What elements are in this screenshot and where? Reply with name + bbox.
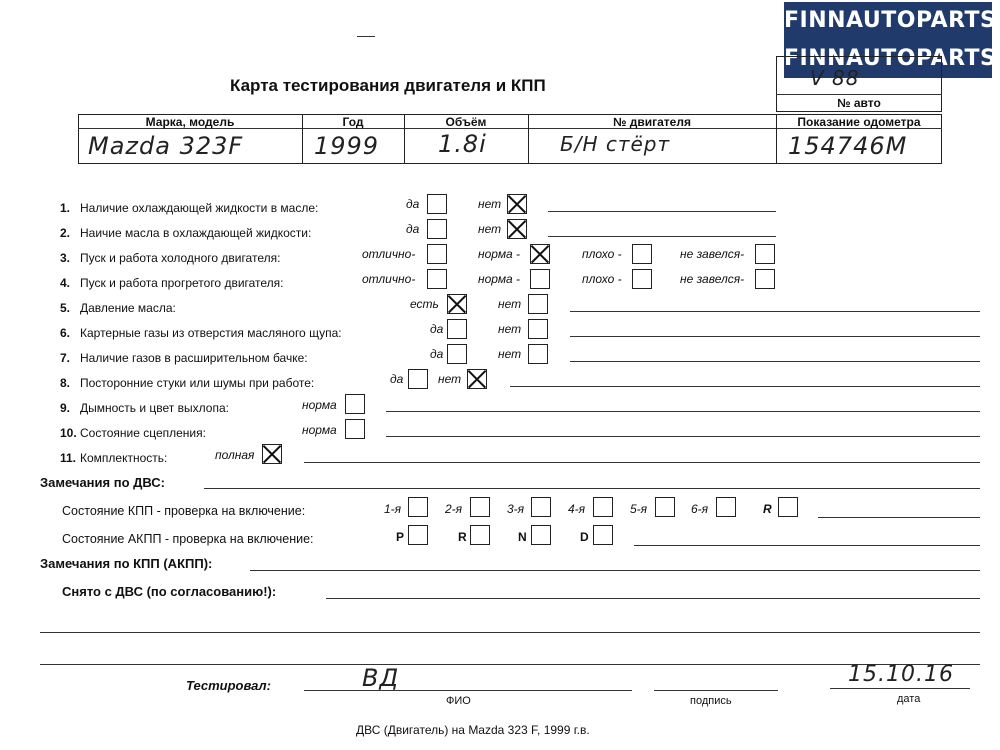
item-1-option-no-label: нет: [478, 197, 502, 211]
date-label: дата: [897, 693, 921, 705]
item-10-number: 10.: [60, 426, 77, 440]
item-9-note-line[interactable]: [386, 411, 980, 412]
item-8-number: 8.: [60, 376, 71, 390]
item-7-option-no-label: нет: [498, 347, 522, 361]
kpp-gear-1-checkbox[interactable]: [408, 497, 428, 517]
auto-number-value: V 88: [810, 66, 860, 90]
item-4-option-excellent-label: отлично-: [362, 272, 416, 286]
item-4-label: Пуск и работа прогретого двигателя:: [80, 276, 284, 290]
item-9-number: 9.: [60, 401, 71, 415]
item-3-option-nostart-label: не завелся-: [680, 247, 745, 261]
removed-line-3[interactable]: [40, 664, 980, 665]
item-7-number: 7.: [60, 351, 71, 365]
make-value: Mazda 323F: [88, 132, 244, 160]
item-3-option-normal-label: норма -: [478, 247, 521, 261]
item-4-nostart-checkbox[interactable]: [755, 269, 775, 289]
kpp-state-note-line[interactable]: [818, 517, 980, 518]
item-5-label: Давление масла:: [80, 301, 176, 315]
item-8-option-yes-label: да: [390, 372, 404, 386]
year-value: 1999: [314, 132, 380, 160]
item-10-label: Состояние сцепления:: [80, 426, 206, 440]
tested-by-signature: ВД: [362, 664, 400, 692]
item-2-label: Наичие масла в охлаждающей жидкости:: [80, 226, 312, 240]
item-10-normal-checkbox[interactable]: [345, 419, 365, 439]
sign-label: подпись: [690, 695, 732, 707]
odometer-label: Показание одометра: [797, 115, 921, 129]
item-3-option-bad-label: плохо -: [582, 247, 622, 261]
kpp-gear-5-label: 5-я: [630, 502, 648, 516]
akpp-mode-r-checkbox[interactable]: [470, 525, 490, 545]
kpp-gear-2-label: 2-я: [445, 502, 463, 516]
item-8-label: Посторонние стуки или шумы при работе:: [80, 376, 315, 390]
kpp-state-label: Состояние КПП - проверка на включение:: [62, 504, 306, 518]
item-3-label: Пуск и работа холодного двигателя:: [80, 251, 281, 265]
akpp-mode-n-checkbox[interactable]: [531, 525, 551, 545]
item-11-label: Комплектность:: [80, 451, 168, 465]
item-1-yes-checkbox[interactable]: [427, 194, 447, 214]
item-6-no-checkbox[interactable]: [528, 319, 548, 339]
kpp-gear-4-label: 4-я: [568, 502, 586, 516]
item-4-option-nostart-label: не завелся-: [680, 272, 745, 286]
volume-value: 1.8i: [438, 130, 487, 158]
fio-line[interactable]: [304, 690, 632, 691]
akpp-mode-r-label: R: [458, 530, 467, 544]
kpp-gear-r-label: R: [763, 502, 772, 516]
kpp-notes-line[interactable]: [250, 570, 980, 571]
kpp-gear-5-checkbox[interactable]: [655, 497, 675, 517]
item-3-bad-checkbox[interactable]: [632, 244, 652, 264]
item-9-option-normal-label: норма: [302, 398, 337, 412]
item-2-no-checkbox[interactable]: [507, 219, 527, 239]
tested-by-label: Тестировал:: [186, 678, 271, 693]
year-label: Год: [342, 115, 364, 129]
item-2-option-yes-label: да: [406, 222, 420, 236]
top-dash: [357, 36, 375, 37]
date-line[interactable]: [830, 688, 970, 689]
item-10-note-line[interactable]: [386, 436, 980, 437]
kpp-notes-label: Замечания по КПП (АКПП):: [40, 556, 213, 571]
make-label: Марка, модель: [145, 115, 235, 129]
item-4-option-bad-label: плохо -: [582, 272, 622, 286]
removed-label: Снято с ДВС (по согласованию!):: [62, 584, 277, 599]
item-11-option-full-label: полная: [215, 448, 255, 462]
engine-number-label: № двигателя: [613, 115, 691, 129]
item-8-note-line[interactable]: [510, 386, 980, 387]
engine-notes-line[interactable]: [204, 488, 980, 489]
item-4-option-normal-label: норма -: [478, 272, 521, 286]
engine-number-value: Б/Н стёрт: [560, 132, 671, 156]
item-7-option-yes-label: да: [430, 347, 444, 361]
auto-number-divider: [776, 94, 942, 95]
akpp-state-label: Состояние АКПП - проверка на включение:: [62, 532, 314, 546]
page-title: Карта тестирования двигателя и КПП: [230, 76, 546, 95]
item-8-option-no-label: нет: [438, 372, 462, 386]
removed-line-1[interactable]: [326, 598, 980, 599]
watermark-logo-top: FINNAUTOPARTS: [784, 2, 992, 40]
akpp-mode-d-label: D: [580, 530, 589, 544]
date-value: 15.10.16: [848, 662, 954, 687]
odometer-value: 154746M: [788, 132, 908, 160]
item-5-note-line[interactable]: [570, 311, 980, 312]
item-3-excellent-checkbox[interactable]: [427, 244, 447, 264]
kpp-gear-4-checkbox[interactable]: [593, 497, 613, 517]
item-8-yes-checkbox[interactable]: [408, 369, 428, 389]
akpp-state-note-line[interactable]: [634, 545, 980, 546]
item-2-number: 2.: [60, 226, 71, 240]
item-5-yes-checkbox[interactable]: [447, 294, 467, 314]
kpp-gear-1-label: 1-я: [384, 502, 402, 516]
item-6-note-line[interactable]: [570, 336, 980, 337]
akpp-mode-n-label: N: [518, 530, 527, 544]
removed-line-2[interactable]: [40, 632, 980, 633]
akpp-mode-p-label: P: [396, 530, 405, 544]
kpp-gear-3-checkbox[interactable]: [531, 497, 551, 517]
kpp-gear-3-label: 3-я: [507, 502, 525, 516]
item-11-note-line[interactable]: [304, 462, 980, 463]
watermark-logo-bottom: FINNAUTOPARTS: [784, 40, 992, 78]
akpp-mode-p-checkbox[interactable]: [408, 525, 428, 545]
item-4-normal-checkbox[interactable]: [530, 269, 550, 289]
auto-number-label: № авто: [837, 96, 881, 110]
item-4-bad-checkbox[interactable]: [632, 269, 652, 289]
fio-label: ФИО: [446, 695, 471, 707]
item-2-yes-checkbox[interactable]: [427, 219, 447, 239]
volume-label: Объём: [445, 115, 487, 129]
item-7-yes-checkbox[interactable]: [447, 344, 467, 364]
item-2-note-line[interactable]: [548, 236, 776, 237]
engine-notes-label: Замечания по ДВС:: [40, 475, 165, 490]
item-7-no-checkbox[interactable]: [528, 344, 548, 364]
item-3-number: 3.: [60, 251, 71, 265]
item-5-number: 5.: [60, 301, 71, 315]
item-2-option-no-label: нет: [478, 222, 502, 236]
item-10-option-normal-label: норма: [302, 423, 337, 437]
item-7-label: Наличие газов в расширительном бачке:: [80, 351, 308, 365]
item-1-note-line[interactable]: [548, 211, 776, 212]
item-3-normal-checkbox[interactable]: [530, 244, 550, 264]
item-9-label: Дымность и цвет выхлопа:: [80, 401, 229, 415]
item-6-option-no-label: нет: [498, 322, 522, 336]
item-5-no-checkbox[interactable]: [528, 294, 548, 314]
item-11-full-checkbox[interactable]: [262, 444, 282, 464]
akpp-mode-d-checkbox[interactable]: [593, 525, 613, 545]
kpp-gear-2-checkbox[interactable]: [470, 497, 490, 517]
item-7-note-line[interactable]: [570, 361, 980, 362]
item-5-option-no-label: нет: [498, 297, 522, 311]
item-1-no-checkbox[interactable]: [507, 194, 527, 214]
item-4-excellent-checkbox[interactable]: [427, 269, 447, 289]
item-3-option-excellent-label: отлично-: [362, 247, 416, 261]
image-caption: ДВС (Двигатель) на Mazda 323 F, 1999 г.в.: [356, 723, 590, 737]
item-6-number: 6.: [60, 326, 71, 340]
item-9-normal-checkbox[interactable]: [345, 394, 365, 414]
kpp-gear-r-checkbox[interactable]: [778, 497, 798, 517]
item-5-option-yes-label: есть: [410, 297, 439, 311]
item-4-number: 4.: [60, 276, 71, 290]
item-1-option-yes-label: да: [406, 197, 420, 211]
item-6-yes-checkbox[interactable]: [447, 319, 467, 339]
kpp-gear-6-checkbox[interactable]: [716, 497, 736, 517]
item-8-no-checkbox[interactable]: [467, 369, 487, 389]
item-6-option-yes-label: да: [430, 322, 444, 336]
item-6-label: Картерные газы из отверстия масляного щупа:: [80, 326, 342, 340]
item-3-nostart-checkbox[interactable]: [755, 244, 775, 264]
item-11-number: 11.: [60, 451, 77, 465]
item-1-label: Наличие охлаждающей жидкости в масле:: [80, 201, 319, 215]
sign-line[interactable]: [654, 690, 778, 691]
kpp-gear-6-label: 6-я: [691, 502, 709, 516]
item-1-number: 1.: [60, 201, 71, 215]
